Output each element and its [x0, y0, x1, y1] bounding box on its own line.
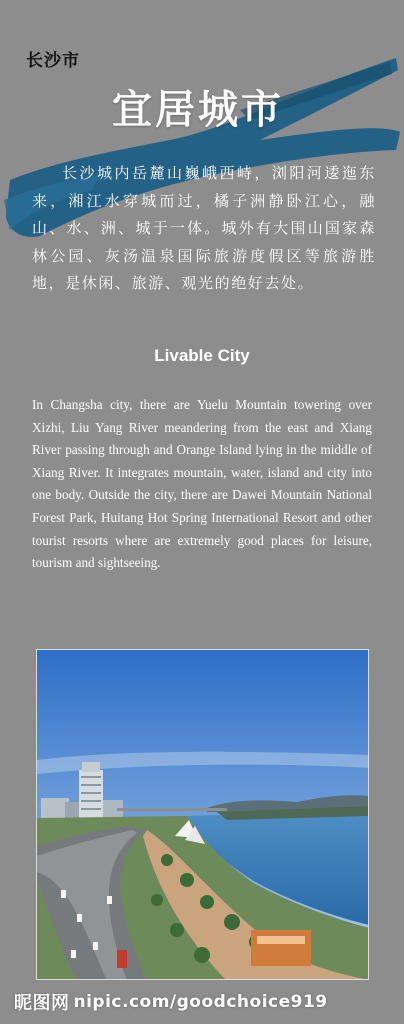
watermark — [14, 989, 328, 1015]
chinese-paragraph: 长沙城内岳麓山巍峨西峙，浏阳河逶迤东来，湘江水穿城而过，橘子洲静卧江心，融山、水、洲、城于一体。城外有大围山国家森林公园、灰汤温泉国际旅游度假区等旅游胜地，是休闲、旅游、观光的绝好去处。 — [32, 164, 376, 292]
english-paragraph: In Changsha city, there are Yuelu Mountain towering over Xizhi, Liu Yang River meandering from the east and Xiang River passing through and Orange Island lying in the middle of Xiang River. It integrates mountain, water, island and city into one body. Outside the city, there are Dawei Mountain National Forest Park, Huitang Hot Spring International Resort and other tourist resorts where are extremely good places for leisure, tourism and sightseeing. — [32, 397, 372, 571]
watermark-logo: 昵图网 — [14, 993, 70, 1014]
city-tag: 长沙市 — [26, 51, 80, 71]
english-title: Livable City — [154, 346, 250, 365]
watermark-url: nipic.com/goodchoice919 — [73, 992, 328, 1012]
city-river-photo-icon — [37, 650, 369, 980]
page-title: 宜居城市 — [112, 87, 284, 133]
city-river-photo — [36, 649, 369, 980]
